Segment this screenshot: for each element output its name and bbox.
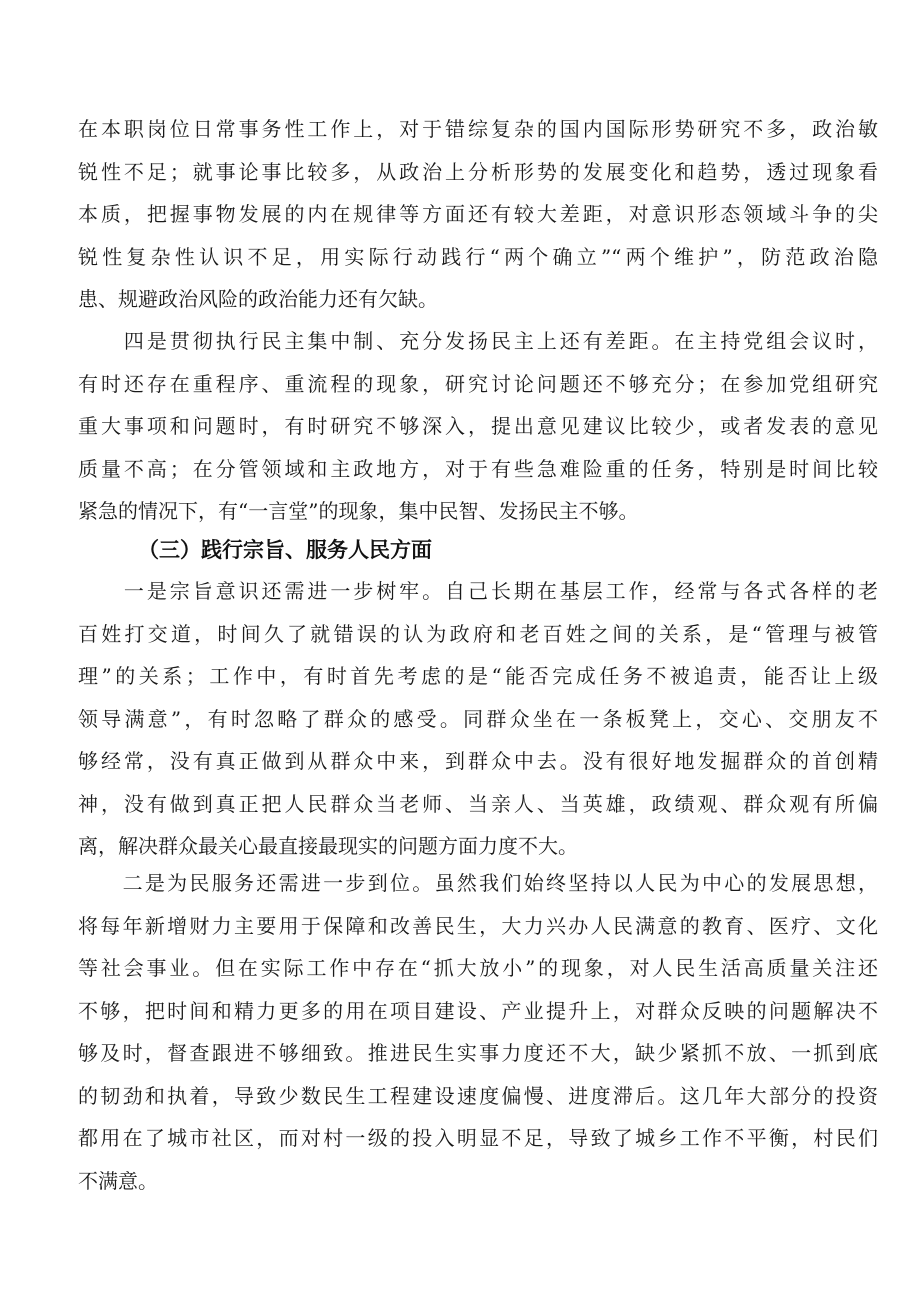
text-line: 将每年新增财力主要用于保障和改善民生，大力兴办人民满意的教育、医疗、文化 — [78, 913, 878, 938]
text-line: 都用在了城市社区，而对村一级的投入明显不足，导致了城乡工作不平衡，村民们 — [78, 1126, 878, 1150]
text-line: 锐性复杂性认识不足，用实际行动践行“两个确立”“两个维护”，防范政治隐 — [78, 244, 878, 269]
text-line: 够经常，没有真正做到从群众中来，到群众中去。没有很好地发掘群众的首创精 — [78, 749, 878, 773]
text-line: 不够，把时间和精力更多的用在项目建设、产业提升上，对群众反映的问题解决不 — [78, 998, 878, 1023]
text-line: 本质，把握事物发展的内在规律等方面还有较大差距，对意识形态领域斗争的尖 — [78, 202, 878, 226]
text-line: 重大事项和问题时，有时研究不够深入，提出意见建议比较少，或者发表的意见 — [78, 414, 878, 438]
paragraph-purpose-awareness — [78, 570, 878, 868]
paragraph-serving-people — [78, 862, 878, 1202]
text-line: 患、规避政治风险的政治能力还有欠缺。 — [78, 287, 438, 311]
text-line: 不满意。 — [78, 1168, 158, 1193]
section-heading: （三）践行宗旨、服务人民方面 — [138, 538, 432, 562]
text-line: 离，解决群众最关心最直接最现实的问题方面力度不大。 — [78, 834, 578, 858]
text-line: 等社会事业。但在实际工作中存在“抓大放小”的现象，对人民生活高质量关注还 — [78, 956, 878, 980]
text-line: 四是贯彻执行民主集中制、充分发扬民主上还有差距。在主持党组会议时， — [78, 329, 878, 353]
text-line: 在本职岗位日常事务性工作上，对于错综复杂的国内国际形势研究不多，政治敏 — [78, 117, 878, 141]
text-line: 质量不高；在分管领域和主政地方，对于有些急难险重的任务，特别是时间比较 — [78, 456, 878, 481]
text-line: 一是宗旨意识还需进一步树牢。自己长期在基层工作，经常与各式各样的老 — [78, 579, 878, 603]
text-line: 锐性不足；就事论事比较多，从政治上分析形势的发展变化和趋势，透过现象看 — [78, 159, 878, 184]
text-line: 的韧劲和执着，导致少数民生工程建设速度偏慢、进度滞后。这几年大部分的投资 — [78, 1083, 878, 1108]
text-line: 够及时，督查跟进不够细致。推进民生实事力度还不大，缺少紧抓不放、一抓到底 — [78, 1041, 878, 1065]
text-line: 百姓打交道，时间久了就错误的认为政府和老百姓之间的关系，是“管理与被管 — [78, 621, 878, 646]
text-line: 二是为民服务还需进一步到位。虽然我们始终坚持以人民为中心的发展思想， — [78, 871, 878, 895]
text-line: 领导满意”，有时忽略了群众的感受。同群众坐在一条板凳上，交心、交朋友不 — [78, 706, 878, 731]
text-line: 紧急的情况下，有“一言堂”的现象，集中民智、发扬民主不够。 — [78, 499, 639, 523]
paragraph-political-ability — [78, 108, 878, 321]
text-line: 有时还存在重程序、重流程的现象，研究讨论问题还不够充分；在参加党组研究 — [78, 371, 878, 396]
text-line: 神，没有做到真正把人民群众当老师、当亲人、当英雄，政绩观、群众观有所偏 — [78, 791, 878, 816]
paragraph-democratic-centralism — [78, 320, 878, 533]
text-line: 理”的关系；工作中，有时首先考虑的是“能否完成任务不被追责，能否让上级 — [78, 664, 878, 688]
